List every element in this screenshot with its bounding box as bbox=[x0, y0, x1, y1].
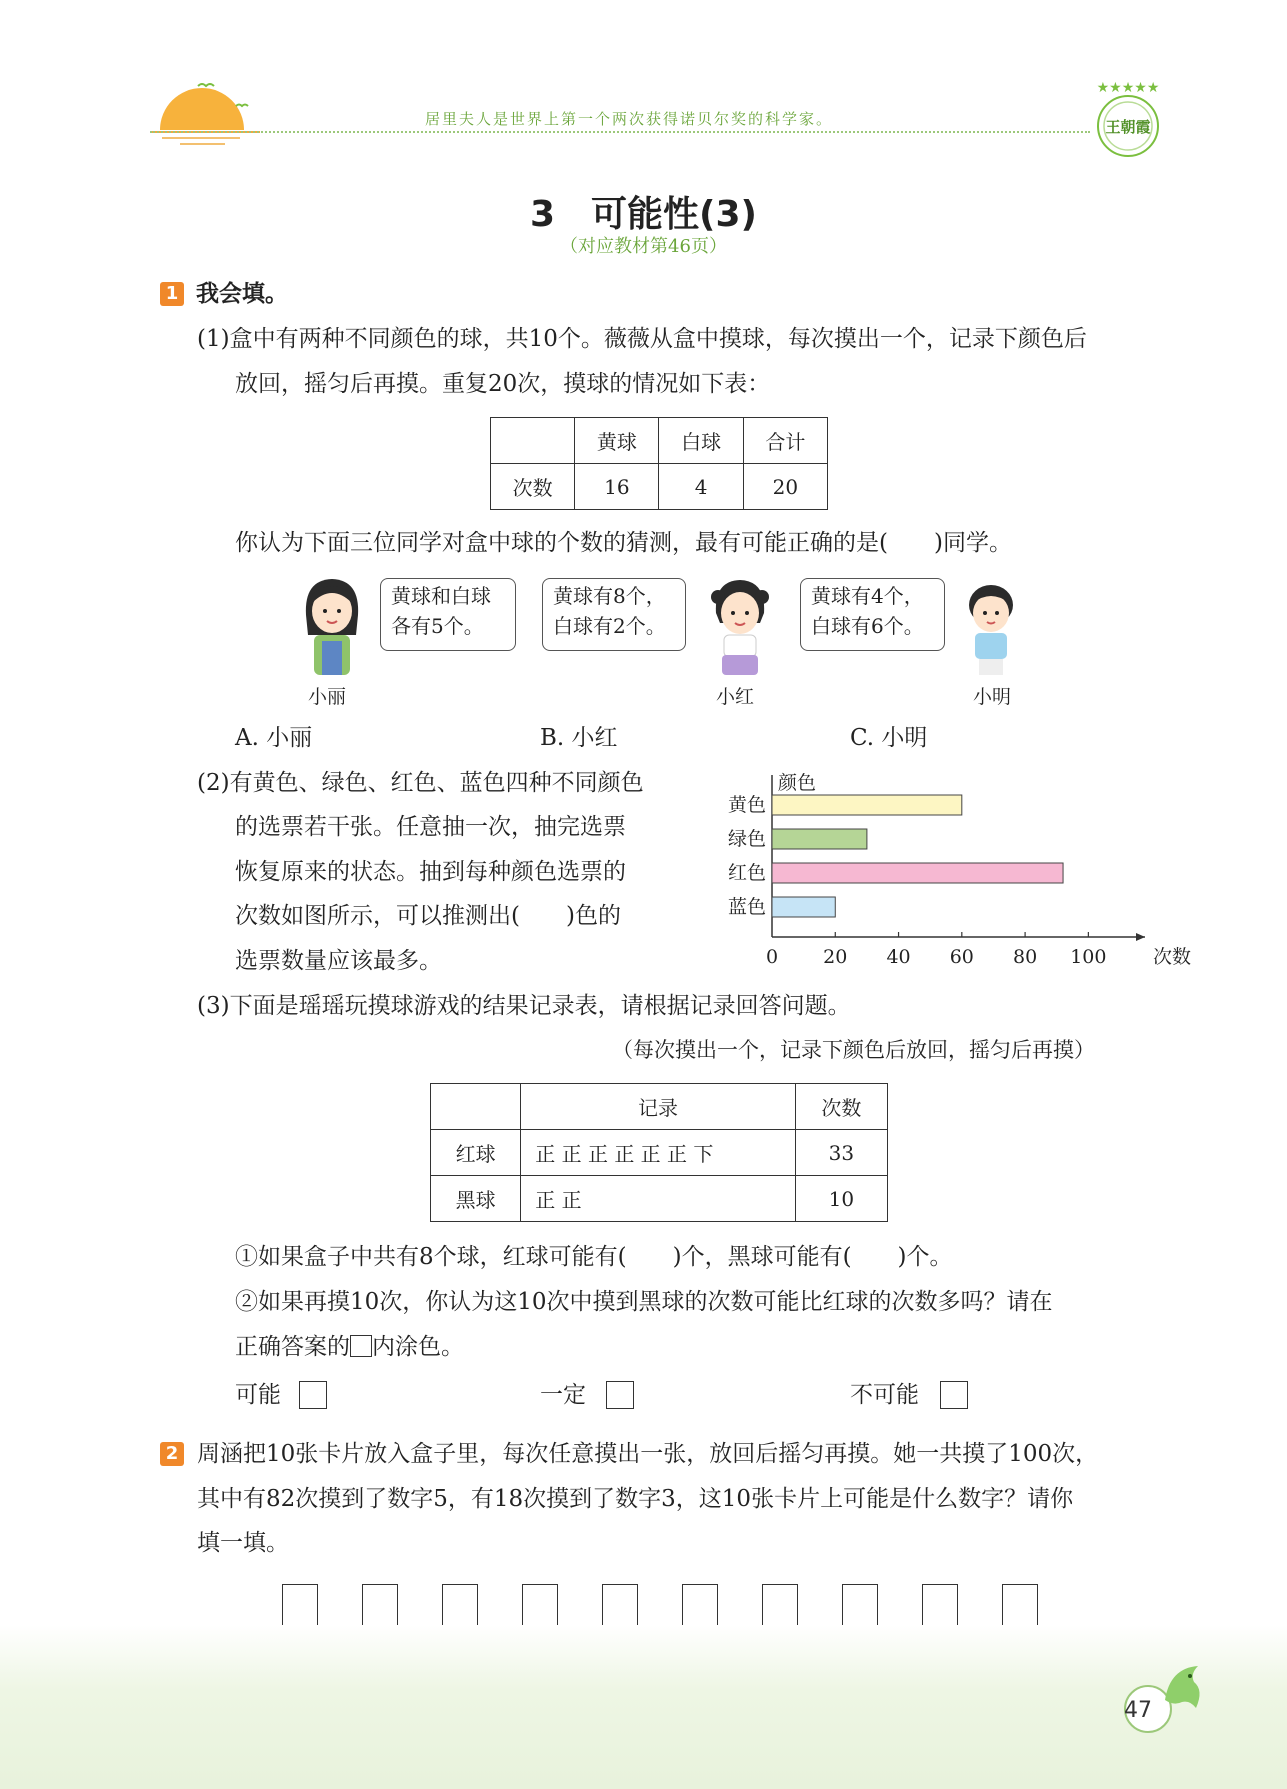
kid-name-xiaoli: 小丽 bbox=[308, 686, 347, 708]
bubble-line: 黄球和白球 bbox=[391, 584, 491, 608]
q2-line2: 其中有82次摸到了数字5，有18次摸到了数字3，这10张卡片上可能是什么数字？请你 bbox=[197, 1486, 1074, 1512]
table-cell: 16 bbox=[575, 464, 659, 510]
ball-record-table bbox=[430, 1083, 888, 1222]
choice-box-certain[interactable] bbox=[606, 1381, 634, 1409]
y-axis-label: 颜色 bbox=[778, 772, 817, 794]
option-b: B. 小红 bbox=[540, 725, 618, 751]
bar-3 bbox=[772, 897, 835, 917]
girl-xiaohong-illustration bbox=[704, 575, 776, 680]
q1-part1-question: 你认为下面三位同学对盒中球的个数的猜测，最有可能正确的是( )同学。 bbox=[235, 530, 1012, 556]
category-label: 绿色 bbox=[727, 828, 766, 850]
table-header-cell: 黄球 bbox=[575, 418, 659, 464]
choice-box-impossible[interactable] bbox=[940, 1381, 968, 1409]
ball-count-table bbox=[490, 417, 828, 510]
table-header-cell: 白球 bbox=[659, 418, 743, 464]
q2-line1: 周涵把10张卡片放入盒子里，每次任意摸出一张，放回后摇匀再摸。她一共摸了100次， bbox=[197, 1441, 1099, 1467]
option-c: C. 小明 bbox=[850, 725, 928, 751]
table-header-cell bbox=[431, 1084, 521, 1130]
choice-label-certain: 一定 bbox=[540, 1382, 586, 1408]
table-header-cell: 合计 bbox=[743, 418, 827, 464]
table-cell: 10 bbox=[795, 1176, 887, 1222]
choice-label-impossible: 不可能 bbox=[850, 1382, 919, 1408]
choice-box-possible[interactable] bbox=[299, 1381, 327, 1409]
page-number: 47 bbox=[1124, 1698, 1152, 1723]
boy-xiaoming-illustration bbox=[955, 575, 1027, 680]
q1-part2-line2: 的选票若干张。任意抽一次，抽完选票 bbox=[235, 814, 626, 840]
svg-text:★★★★★: ★★★★★ bbox=[1096, 80, 1160, 96]
q1-part3-sub2-line1: ②如果再摸10次，你认为这10次中摸到黑球的次数可能比红球的次数多吗？请在 bbox=[235, 1289, 1053, 1315]
bubble-line: 白球有6个。 bbox=[811, 614, 924, 638]
table-row-label: 次数 bbox=[491, 464, 575, 510]
q2-line3: 填一填。 bbox=[197, 1530, 289, 1556]
table-cell: 20 bbox=[743, 464, 827, 510]
bubble-line: 白球有2个。 bbox=[553, 614, 666, 638]
choice-label-possible: 可能 bbox=[235, 1382, 281, 1408]
bubble-line: 黄球有4个， bbox=[811, 584, 924, 608]
sunset-decoration-icon bbox=[150, 78, 260, 148]
table-row-label: 黑球 bbox=[431, 1176, 521, 1222]
logo-text: 王朝霞 bbox=[1105, 118, 1151, 136]
girl-xiaoli-illustration bbox=[296, 575, 368, 680]
speech-bubble-xiaoli bbox=[380, 578, 516, 651]
bar-1 bbox=[772, 829, 867, 849]
q1-part2-line1: (2)有黄色、绿色、红色、蓝色四种不同颜色 bbox=[197, 770, 644, 796]
category-label: 红色 bbox=[727, 862, 766, 884]
table-cell: 4 bbox=[659, 464, 743, 510]
footer-background bbox=[0, 1625, 1287, 1789]
sub2-text-b: 内涂色。 bbox=[372, 1334, 464, 1360]
q1-part2-line4: 次数如图所示，可以推测出( )色的 bbox=[235, 903, 621, 929]
speech-bubble-xiaohong bbox=[542, 578, 686, 651]
x-tick-label: 80 bbox=[1012, 946, 1038, 968]
q1-part3-line1: (3)下面是瑶瑶玩摸球游戏的结果记录表，请根据记录回答问题。 bbox=[197, 993, 851, 1019]
table-header-cell bbox=[491, 418, 575, 464]
bubble-line: 各有5个。 bbox=[391, 614, 484, 638]
q1-part3-sub2-line2 bbox=[235, 1332, 464, 1362]
tally-record-cell: 正 正 正 正 正 正 下 bbox=[521, 1130, 795, 1176]
lesson-title: 3 可能性(3) bbox=[529, 194, 757, 235]
question-1-heading: 我会填。 bbox=[196, 281, 288, 307]
option-a: A. 小丽 bbox=[235, 725, 313, 751]
tally-record-cell: 正 正 bbox=[521, 1176, 795, 1222]
q1-part2-line3: 恢复原来的状态。抽到每种颜色选票的 bbox=[235, 859, 626, 885]
kid-name-xiaoming: 小明 bbox=[973, 686, 1012, 708]
lesson-subtitle: （对应教材第46页） bbox=[560, 236, 727, 257]
table-header-cell: 次数 bbox=[795, 1084, 887, 1130]
q1-part3-sub1: ①如果盒子中共有8个球，红球可能有( )个，黑球可能有( )个。 bbox=[235, 1244, 953, 1270]
x-axis-label: 次数 bbox=[1153, 946, 1192, 968]
x-tick-label: 40 bbox=[886, 946, 911, 968]
x-tick-label: 100 bbox=[1070, 946, 1107, 968]
bar-2 bbox=[772, 863, 1063, 883]
table-header-cell: 记录 bbox=[521, 1084, 795, 1130]
bar-0 bbox=[772, 795, 962, 815]
q1-part2-line5: 选票数量应该最多。 bbox=[235, 948, 442, 974]
x-tick-label: 60 bbox=[949, 946, 974, 968]
question-1-badge: 1 bbox=[160, 282, 184, 306]
x-axis-arrow-icon bbox=[1136, 933, 1145, 941]
bubble-line: 黄球有8个， bbox=[553, 584, 666, 608]
kid-name-xiaohong: 小红 bbox=[716, 686, 755, 708]
speech-bubble-xiaoming bbox=[800, 578, 945, 651]
table-cell: 33 bbox=[795, 1130, 887, 1176]
x-tick-label: 0 bbox=[765, 946, 779, 968]
dolphin-icon bbox=[1160, 1660, 1210, 1720]
question-2-badge: 2 bbox=[160, 1442, 184, 1466]
q1-part3-note: （每次摸出一个，记录下颜色后放回，摇匀后再摸） bbox=[612, 1038, 1095, 1062]
header-divider bbox=[150, 131, 1090, 133]
publisher-logo bbox=[1092, 78, 1164, 162]
header-motto: 居里夫人是世界上第一个两次获得诺贝尔奖的科学家。 bbox=[425, 110, 834, 128]
category-label: 黄色 bbox=[727, 794, 766, 816]
q1-part1-line1: (1)盒中有两种不同颜色的球，共10个。薇薇从盒中摸球，每次摸出一个，记录下颜色后 bbox=[197, 326, 1087, 352]
category-label: 蓝色 bbox=[727, 896, 766, 918]
inline-box-icon bbox=[350, 1335, 372, 1357]
x-tick-label: 20 bbox=[823, 946, 848, 968]
vote-color-bar-chart bbox=[700, 765, 1192, 975]
sub2-text-a: 正确答案的 bbox=[235, 1334, 350, 1360]
table-row-label: 红球 bbox=[431, 1130, 521, 1176]
q1-part1-line2: 放回，摇匀后再摸。重复20次，摸球的情况如下表： bbox=[235, 371, 771, 397]
